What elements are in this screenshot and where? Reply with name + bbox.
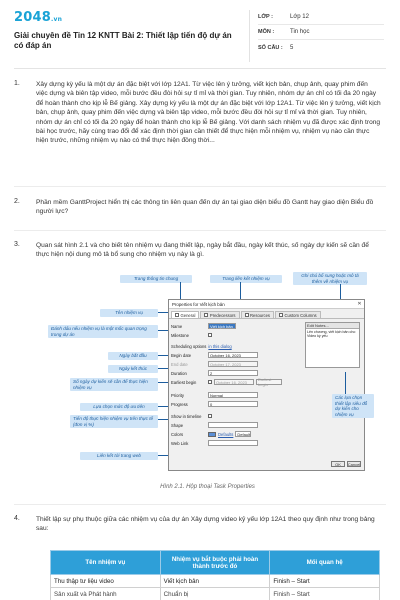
- table-cell: Finish – Start: [270, 588, 380, 600]
- edit-notes-button[interactable]: Edit Notes...: [306, 323, 359, 329]
- tab-custom-columns[interactable]: [275, 311, 321, 318]
- question-number: 1.: [14, 80, 20, 87]
- question-number: 4.: [14, 515, 20, 522]
- question-4: [14, 515, 386, 534]
- column-header: Mối quan hệ: [270, 551, 380, 575]
- tab-icon: [204, 313, 208, 317]
- callout-begin: Ngày bắt đầu: [108, 352, 158, 360]
- field-label: Milestone: [171, 332, 189, 338]
- tab-label: General: [180, 312, 196, 318]
- meta-row-class: [258, 10, 384, 25]
- question-number: 2.: [14, 198, 20, 205]
- field-label: Colors: [171, 431, 184, 437]
- ok-button[interactable]: OK: [331, 461, 345, 467]
- earliest-begin-input[interactable]: October 16, 2023: [214, 379, 254, 385]
- row-timeline: [169, 413, 212, 419]
- meta-panel: [249, 10, 384, 62]
- row-colors: [169, 431, 251, 437]
- header: [14, 10, 386, 62]
- callout-line: [345, 372, 346, 394]
- field-label: Progress: [171, 401, 188, 407]
- notes-textarea[interactable]: Lên chương, viết kịch bản cho Video kỷ yếu: [307, 330, 356, 339]
- meta-row-subject: [258, 25, 384, 40]
- field-label: Begin date: [171, 352, 192, 358]
- cancel-button[interactable]: Cancel: [347, 461, 361, 467]
- priority-select[interactable]: Normal: [208, 392, 258, 398]
- question-3: [14, 241, 386, 260]
- name-input[interactable]: Viết kịch bản: [208, 323, 236, 329]
- row-priority: [169, 392, 258, 398]
- question-text: Quan sát hình 2.1 và cho biết tên nhiệm vụ đang thiết lập, ngày bắt đầu, ngày kết thúc, số ngày dự kiến sẽ cần để thực hiện nội dung mô tả bổ sung cho nhiệm vụ này là gì.: [36, 242, 369, 259]
- row-earliest-begin: [169, 379, 282, 385]
- callout-progress: Tiến độ thực hiện nhiệm vụ trên thực tế (đơn vị %): [70, 415, 158, 428]
- row-progress: [169, 401, 258, 407]
- dependency-table: [50, 550, 380, 600]
- row-name: [169, 323, 236, 329]
- question-text: Phần mềm GanttProject hiển thị các thông tin liên quan đến dự án tại giao diện biểu đồ Gantt hay giao diện Biểu đồ người lực?: [36, 199, 374, 216]
- dialog-buttons: [329, 461, 361, 467]
- dialog-tabs: [169, 311, 364, 319]
- tab-resources[interactable]: [241, 311, 275, 318]
- row-shape: [169, 422, 258, 428]
- callout-end: Ngày kết thúc: [108, 365, 158, 373]
- web-link-input[interactable]: [208, 440, 258, 446]
- site-logo[interactable]: [14, 10, 249, 25]
- question-number: 3.: [14, 241, 20, 248]
- row-duration: [169, 370, 258, 376]
- colors-default-button[interactable]: Default: [237, 431, 251, 437]
- question-text: Xây dựng kỳ yếu là một dự án đặc biệt với lớp 12A1. Từ việc lên ý tưởng, viết kịch bản, chụp ảnh, quay phim đến việc dựng và biên tập video, mỗi bước đều đòi hỏi sự tỉ mỉ và thời gian. Tuy nhiên, nhóm dự án chỉ có tối đa 20 ngày để hoàn thành cho kịp lễ Bế giảng. Xây dựng kỳ yếu là một dự án đặc biệt với lớp 12A1. Từ việc lên ý tưởng, viết kịch bản, chụp ảnh, quay phim đến việc dựng và biên tập video, mỗi bước đều đòi hỏi sự tỉ mỉ và thời gian. Tuy nhiên, nhóm dự án chỉ có tối đa 20 ngày để hoàn thành cho kịp lễ Bế giảng. Với danh sách nhiệm vụ đã được xác định trong bài học trước, hãy cùng trao đổi để xác định thời gian cần thiết để thực hiện mỗi nhiệm vụ, nhiệm vụ nào cần thực hiện trước, những nhiệm vụ nào có thể thực hiện đồng thời...: [36, 81, 381, 145]
- colors-link[interactable]: Defaults: [218, 431, 234, 437]
- divider: [14, 186, 386, 187]
- question-text: Thiết lập sự phụ thuộc giữa các nhiệm vụ của dự án Xây dựng video kỷ yếu lớp 12A1 theo quy định như trong bảng sau:: [36, 516, 375, 533]
- table-cell: Thu thập tư liệu video: [51, 575, 161, 588]
- color-swatch[interactable]: [208, 432, 216, 437]
- meta-label: LỚP :: [258, 14, 273, 20]
- milestone-checkbox[interactable]: [208, 333, 212, 337]
- task-properties-dialog: [168, 299, 365, 471]
- meta-value: Tin học: [290, 29, 310, 35]
- field-label: Show in timeline: [171, 413, 202, 419]
- table-row: [51, 588, 380, 600]
- question-1: [14, 80, 386, 174]
- duration-input[interactable]: 2: [208, 370, 258, 376]
- timeline-checkbox[interactable]: [208, 414, 212, 418]
- tab-label: Predecessors: [209, 312, 236, 318]
- shape-select[interactable]: [208, 422, 258, 428]
- meta-row-count: [258, 40, 384, 55]
- table-cell: Viết kịch bản: [160, 575, 270, 588]
- table-header-row: [51, 551, 380, 575]
- tab-icon: [245, 313, 249, 317]
- dialog-titlebar: [169, 300, 364, 309]
- figure-caption: Hình 2.1. Hộp thoại Task Properties: [160, 484, 255, 490]
- progress-input[interactable]: 0: [208, 401, 258, 407]
- field-label: Shape: [171, 422, 184, 428]
- scheduling-link[interactable]: in this dialog: [208, 343, 232, 349]
- field-label: Priority: [171, 392, 185, 398]
- end-date-input[interactable]: October 17, 2023: [208, 361, 258, 367]
- tab-predecessors[interactable]: [200, 311, 239, 318]
- table-row: [51, 575, 380, 588]
- callout-constraint: Các lựa chọn thiết lập siêu đỗ dự kiến cho nhiệm vụ: [332, 394, 374, 418]
- row-milestone: [169, 332, 212, 338]
- field-label: Duration: [171, 370, 187, 376]
- figure-task-properties: [40, 272, 375, 490]
- callout-milestone: Đánh dấu nếu nhiệm vụ là một mốc quan trọng trong dự án: [48, 325, 158, 338]
- logo-main: 2048: [14, 10, 51, 25]
- brand: [14, 10, 249, 62]
- row-scheduling: [169, 343, 232, 349]
- column-header: Tên nhiệm vụ: [51, 551, 161, 575]
- dialog-title: Properties for Viết kịch bản: [172, 301, 225, 307]
- meta-value: Lớp 12: [290, 14, 309, 20]
- tab-label: Resources: [250, 312, 271, 318]
- callout-name: Tên nhiệm vụ: [100, 309, 158, 317]
- tab-label: Custom Columns: [284, 312, 317, 318]
- close-icon[interactable]: ✕: [357, 301, 362, 307]
- begin-date-input[interactable]: October 16, 2023: [208, 352, 258, 358]
- divider: [14, 68, 386, 69]
- divider: [14, 230, 386, 231]
- column-header: Nhiệm vụ bắt buộc phải hoàn thành trước đó: [160, 551, 270, 575]
- callout-priority: Lựa chọn mức độ ưu tiên: [80, 403, 158, 411]
- divider: [14, 504, 386, 505]
- table-cell: Sản xuất và Phát hành: [51, 588, 161, 600]
- earliest-begin-button[interactable]: Earliest begin: [256, 379, 282, 385]
- meta-label: MÔN :: [258, 29, 275, 35]
- field-label: End date: [171, 361, 188, 367]
- field-label: Earliest begin: [171, 379, 197, 385]
- callout-general: Trang thông tin chung: [120, 275, 192, 283]
- callout-notes: Ghi chú bổ sung hoặc mô tả thêm về nhiệm vụ: [293, 272, 367, 285]
- logo-suffix: .vn: [50, 16, 63, 23]
- table-cell: Chuẩn bị: [160, 588, 270, 600]
- dialog-body: [169, 319, 364, 459]
- tab-general[interactable]: [171, 311, 199, 318]
- tab-icon: [175, 313, 179, 317]
- field-label: Scheduling options: [171, 343, 207, 349]
- field-label: Name: [171, 323, 183, 329]
- callout-weblink: Liên kết tới trang web: [80, 452, 158, 460]
- meta-value: 5: [290, 44, 294, 51]
- earliest-begin-checkbox[interactable]: [208, 380, 212, 384]
- row-begin-date: [169, 352, 258, 358]
- callout-deps: Trang liên kết nhiệm vụ: [210, 275, 282, 283]
- table-cell: Finish – Start: [270, 575, 380, 588]
- row-web-link: [169, 440, 258, 446]
- question-2: [14, 198, 386, 217]
- tab-icon: [279, 313, 283, 317]
- meta-label: SỐ CÂU :: [258, 44, 283, 51]
- page-title: Giải chuyên đề Tin 12 KNTT Bài 2: Thiết lập tiến độ dự án có đáp án: [14, 31, 232, 50]
- row-end-date: [169, 361, 258, 367]
- callout-duration: Số ngày dự kiến sẽ cần để thực hiện nhiệm vụ: [70, 378, 158, 391]
- field-label: Web Link: [171, 440, 189, 446]
- notes-panel: [305, 322, 360, 368]
